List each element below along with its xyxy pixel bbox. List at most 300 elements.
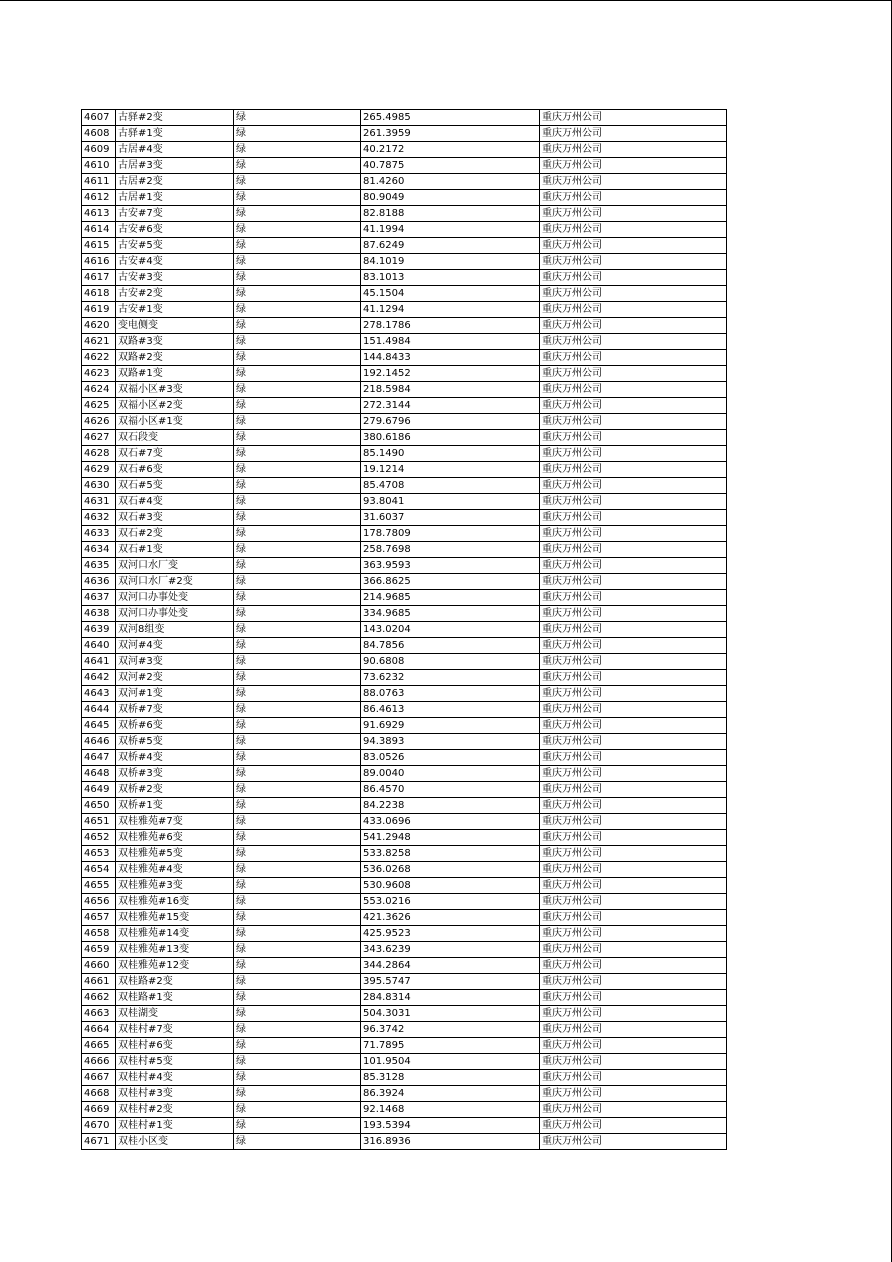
cell-status: 绿 [234,542,361,558]
cell-station-name: 双路#2变 [116,350,234,366]
cell-id: 4647 [82,750,116,766]
cell-station-name: 双桂村#4变 [116,1070,234,1086]
cell-value: 363.9593 [361,558,540,574]
cell-id: 4625 [82,398,116,414]
cell-id: 4627 [82,430,116,446]
cell-id: 4639 [82,622,116,638]
cell-value: 536.0268 [361,862,540,878]
cell-status: 绿 [234,1038,361,1054]
cell-id: 4658 [82,926,116,942]
cell-station-name: 变电侧变 [116,318,234,334]
cell-id: 4668 [82,1086,116,1102]
cell-status: 绿 [234,110,361,126]
cell-value: 192.1452 [361,366,540,382]
cell-company: 重庆万州公司 [540,974,727,990]
cell-value: 89.0040 [361,766,540,782]
cell-company: 重庆万州公司 [540,334,727,350]
cell-company: 重庆万州公司 [540,686,727,702]
table-row [82,238,727,254]
cell-value: 258.7698 [361,542,540,558]
cell-id: 4623 [82,366,116,382]
cell-value: 93.8041 [361,494,540,510]
cell-value: 84.7856 [361,638,540,654]
table-row [82,782,727,798]
cell-status: 绿 [234,318,361,334]
cell-value: 533.8258 [361,846,540,862]
table-row [82,190,727,206]
cell-id: 4651 [82,814,116,830]
table-row [82,590,727,606]
cell-company: 重庆万州公司 [540,430,727,446]
cell-company: 重庆万州公司 [540,574,727,590]
cell-station-name: 双河口水厂#2变 [116,574,234,590]
cell-station-name: 双桂村#5变 [116,1054,234,1070]
table-row [82,654,727,670]
cell-id: 4659 [82,942,116,958]
cell-station-name: 双桂路#2变 [116,974,234,990]
cell-station-name: 双福小区#3变 [116,382,234,398]
cell-station-name: 双桥#2变 [116,782,234,798]
cell-value: 82.8188 [361,206,540,222]
cell-id: 4657 [82,910,116,926]
cell-value: 343.6239 [361,942,540,958]
cell-station-name: 双桂村#3变 [116,1086,234,1102]
cell-status: 绿 [234,686,361,702]
cell-status: 绿 [234,862,361,878]
cell-company: 重庆万州公司 [540,670,727,686]
cell-status: 绿 [234,702,361,718]
cell-id: 4607 [82,110,116,126]
cell-status: 绿 [234,462,361,478]
cell-station-name: 古安#5变 [116,238,234,254]
cell-value: 421.3626 [361,910,540,926]
table-row [82,462,727,478]
cell-company: 重庆万州公司 [540,318,727,334]
cell-company: 重庆万州公司 [540,926,727,942]
cell-id: 4667 [82,1070,116,1086]
cell-station-name: 双河口水厂变 [116,558,234,574]
table-row [82,1118,727,1134]
cell-station-name: 双桂村#7变 [116,1022,234,1038]
cell-company: 重庆万州公司 [540,622,727,638]
cell-id: 4644 [82,702,116,718]
top-border-line [0,0,892,1]
table-row [82,1038,727,1054]
table-row [82,766,727,782]
cell-station-name: 古安#3变 [116,270,234,286]
cell-company: 重庆万州公司 [540,510,727,526]
cell-id: 4612 [82,190,116,206]
cell-value: 87.6249 [361,238,540,254]
cell-value: 83.0526 [361,750,540,766]
cell-company: 重庆万州公司 [540,878,727,894]
cell-id: 4622 [82,350,116,366]
cell-company: 重庆万州公司 [540,798,727,814]
cell-id: 4636 [82,574,116,590]
cell-id: 4618 [82,286,116,302]
table-row [82,958,727,974]
cell-id: 4611 [82,174,116,190]
cell-value: 80.9049 [361,190,540,206]
cell-id: 4630 [82,478,116,494]
cell-status: 绿 [234,286,361,302]
table-row [82,174,727,190]
table-row [82,878,727,894]
cell-company: 重庆万州公司 [540,222,727,238]
cell-company: 重庆万州公司 [540,1054,727,1070]
cell-station-name: 古安#2变 [116,286,234,302]
table-row [82,430,727,446]
cell-id: 4638 [82,606,116,622]
cell-value: 265.4985 [361,110,540,126]
cell-status: 绿 [234,366,361,382]
cell-status: 绿 [234,638,361,654]
cell-status: 绿 [234,414,361,430]
cell-status: 绿 [234,574,361,590]
cell-station-name: 双桂雅苑#4变 [116,862,234,878]
cell-value: 433.0696 [361,814,540,830]
cell-company: 重庆万州公司 [540,1134,727,1150]
cell-status: 绿 [234,910,361,926]
cell-station-name: 双石#6变 [116,462,234,478]
cell-company: 重庆万州公司 [540,542,727,558]
table-row [82,686,727,702]
cell-company: 重庆万州公司 [540,990,727,1006]
cell-station-name: 双桂雅苑#13变 [116,942,234,958]
cell-id: 4649 [82,782,116,798]
cell-id: 4628 [82,446,116,462]
cell-company: 重庆万州公司 [540,654,727,670]
cell-value: 40.7875 [361,158,540,174]
cell-station-name: 双桥#3变 [116,766,234,782]
cell-id: 4615 [82,238,116,254]
cell-value: 90.6808 [361,654,540,670]
cell-station-name: 双桂雅苑#16变 [116,894,234,910]
cell-value: 85.3128 [361,1070,540,1086]
cell-company: 重庆万州公司 [540,414,727,430]
cell-id: 4633 [82,526,116,542]
cell-station-name: 双河口办事处变 [116,590,234,606]
cell-company: 重庆万州公司 [540,958,727,974]
cell-value: 395.5747 [361,974,540,990]
cell-id: 4662 [82,990,116,1006]
cell-value: 214.9685 [361,590,540,606]
cell-company: 重庆万州公司 [540,846,727,862]
cell-company: 重庆万州公司 [540,526,727,542]
cell-status: 绿 [234,622,361,638]
cell-company: 重庆万州公司 [540,814,727,830]
cell-station-name: 双河#4变 [116,638,234,654]
cell-value: 143.0204 [361,622,540,638]
cell-id: 4620 [82,318,116,334]
cell-id: 4650 [82,798,116,814]
cell-company: 重庆万州公司 [540,606,727,622]
cell-status: 绿 [234,238,361,254]
cell-value: 41.1294 [361,302,540,318]
cell-id: 4642 [82,670,116,686]
cell-company: 重庆万州公司 [540,190,727,206]
cell-value: 85.1490 [361,446,540,462]
cell-company: 重庆万州公司 [540,718,727,734]
cell-station-name: 双福小区#1变 [116,414,234,430]
cell-station-name: 双河8组变 [116,622,234,638]
cell-company: 重庆万州公司 [540,1038,727,1054]
table-row [82,606,727,622]
cell-station-name: 双石#2变 [116,526,234,542]
cell-id: 4616 [82,254,116,270]
cell-value: 91.6929 [361,718,540,734]
cell-station-name: 双路#3变 [116,334,234,350]
cell-status: 绿 [234,590,361,606]
cell-station-name: 双桂村#6变 [116,1038,234,1054]
table-row [82,206,727,222]
cell-value: 425.9523 [361,926,540,942]
cell-status: 绿 [234,126,361,142]
table-row [82,270,727,286]
table-body [82,110,727,1150]
cell-value: 261.3959 [361,126,540,142]
cell-station-name: 双桂雅苑#7变 [116,814,234,830]
cell-status: 绿 [234,670,361,686]
cell-value: 19.1214 [361,462,540,478]
cell-status: 绿 [234,222,361,238]
cell-status: 绿 [234,206,361,222]
cell-station-name: 双桥#6变 [116,718,234,734]
table-row [82,446,727,462]
cell-company: 重庆万州公司 [540,734,727,750]
cell-company: 重庆万州公司 [540,302,727,318]
cell-company: 重庆万州公司 [540,558,727,574]
cell-value: 41.1994 [361,222,540,238]
cell-company: 重庆万州公司 [540,142,727,158]
cell-status: 绿 [234,334,361,350]
cell-value: 272.3144 [361,398,540,414]
table-row [82,574,727,590]
table-row [82,222,727,238]
cell-value: 366.8625 [361,574,540,590]
cell-station-name: 双桥#7变 [116,702,234,718]
cell-station-name: 双石#7变 [116,446,234,462]
table-row [82,382,727,398]
cell-status: 绿 [234,718,361,734]
cell-value: 83.1013 [361,270,540,286]
cell-company: 重庆万州公司 [540,478,727,494]
cell-value: 71.7895 [361,1038,540,1054]
cell-station-name: 古居#1变 [116,190,234,206]
cell-station-name: 双石#5变 [116,478,234,494]
table-row [82,318,727,334]
cell-id: 4666 [82,1054,116,1070]
cell-status: 绿 [234,750,361,766]
cell-status: 绿 [234,1054,361,1070]
cell-company: 重庆万州公司 [540,750,727,766]
cell-company: 重庆万州公司 [540,766,727,782]
cell-status: 绿 [234,1070,361,1086]
cell-company: 重庆万州公司 [540,1118,727,1134]
cell-value: 86.4613 [361,702,540,718]
cell-status: 绿 [234,878,361,894]
cell-value: 40.2172 [361,142,540,158]
cell-id: 4654 [82,862,116,878]
cell-station-name: 双桥#4变 [116,750,234,766]
cell-company: 重庆万州公司 [540,126,727,142]
table-row [82,350,727,366]
cell-status: 绿 [234,174,361,190]
cell-value: 92.1468 [361,1102,540,1118]
cell-status: 绿 [234,270,361,286]
cell-station-name: 古安#4变 [116,254,234,270]
cell-id: 4632 [82,510,116,526]
cell-company: 重庆万州公司 [540,238,727,254]
table-row [82,110,727,126]
cell-id: 4661 [82,974,116,990]
cell-value: 94.3893 [361,734,540,750]
cell-station-name: 双桂路#1变 [116,990,234,1006]
cell-id: 4653 [82,846,116,862]
cell-company: 重庆万州公司 [540,446,727,462]
table-row [82,734,727,750]
cell-station-name: 双桂雅苑#14变 [116,926,234,942]
cell-status: 绿 [234,526,361,542]
cell-company: 重庆万州公司 [540,942,727,958]
table-row [82,846,727,862]
table-row [82,702,727,718]
cell-id: 4617 [82,270,116,286]
cell-status: 绿 [234,894,361,910]
cell-id: 4640 [82,638,116,654]
table-row [82,398,727,414]
cell-id: 4621 [82,334,116,350]
cell-status: 绿 [234,1134,361,1150]
cell-value: 316.8936 [361,1134,540,1150]
cell-id: 4613 [82,206,116,222]
cell-company: 重庆万州公司 [540,1070,727,1086]
cell-station-name: 双石#4变 [116,494,234,510]
cell-value: 553.0216 [361,894,540,910]
cell-value: 380.6186 [361,430,540,446]
cell-station-name: 双石#3变 [116,510,234,526]
cell-station-name: 双桂小区变 [116,1134,234,1150]
cell-company: 重庆万州公司 [540,350,727,366]
cell-company: 重庆万州公司 [540,590,727,606]
cell-status: 绿 [234,494,361,510]
cell-id: 4619 [82,302,116,318]
cell-company: 重庆万州公司 [540,1006,727,1022]
table-row [82,974,727,990]
cell-company: 重庆万州公司 [540,830,727,846]
cell-status: 绿 [234,782,361,798]
cell-station-name: 双河#1变 [116,686,234,702]
cell-value: 344.2864 [361,958,540,974]
table-row [82,894,727,910]
cell-station-name: 古安#1变 [116,302,234,318]
cell-id: 4643 [82,686,116,702]
cell-status: 绿 [234,942,361,958]
cell-station-name: 古安#6变 [116,222,234,238]
cell-company: 重庆万州公司 [540,782,727,798]
cell-company: 重庆万州公司 [540,862,727,878]
cell-station-name: 双桂村#1变 [116,1118,234,1134]
table-row [82,814,727,830]
cell-station-name: 双石#1变 [116,542,234,558]
cell-station-name: 双石段变 [116,430,234,446]
cell-value: 151.4984 [361,334,540,350]
cell-station-name: 古安#7变 [116,206,234,222]
cell-station-name: 双河#2变 [116,670,234,686]
table-row [82,542,727,558]
cell-status: 绿 [234,1102,361,1118]
cell-company: 重庆万州公司 [540,1022,727,1038]
cell-company: 重庆万州公司 [540,702,727,718]
cell-value: 504.3031 [361,1006,540,1022]
table-row [82,526,727,542]
table-row [82,1102,727,1118]
cell-status: 绿 [234,766,361,782]
cell-station-name: 双桂雅苑#5变 [116,846,234,862]
cell-id: 4671 [82,1134,116,1150]
cell-status: 绿 [234,190,361,206]
cell-status: 绿 [234,926,361,942]
table-row [82,478,727,494]
table-row [82,510,727,526]
cell-station-name: 双河#3变 [116,654,234,670]
cell-status: 绿 [234,350,361,366]
cell-station-name: 双桂雅苑#12变 [116,958,234,974]
table-row [82,798,727,814]
cell-company: 重庆万州公司 [540,398,727,414]
table-row [82,126,727,142]
cell-id: 4634 [82,542,116,558]
cell-id: 4637 [82,590,116,606]
cell-status: 绿 [234,958,361,974]
cell-value: 541.2948 [361,830,540,846]
cell-id: 4646 [82,734,116,750]
cell-company: 重庆万州公司 [540,382,727,398]
cell-value: 178.7809 [361,526,540,542]
cell-id: 4645 [82,718,116,734]
cell-company: 重庆万州公司 [540,462,727,478]
cell-station-name: 古驿#1变 [116,126,234,142]
cell-value: 45.1504 [361,286,540,302]
cell-status: 绿 [234,142,361,158]
cell-id: 4610 [82,158,116,174]
cell-id: 4629 [82,462,116,478]
cell-station-name: 双桥#5变 [116,734,234,750]
cell-status: 绿 [234,1022,361,1038]
cell-id: 4655 [82,878,116,894]
cell-id: 4664 [82,1022,116,1038]
data-table [81,109,727,1150]
table-row [82,302,727,318]
table-row [82,718,727,734]
cell-station-name: 双桂村#2变 [116,1102,234,1118]
table-row [82,942,727,958]
cell-id: 4670 [82,1118,116,1134]
cell-id: 4656 [82,894,116,910]
cell-status: 绿 [234,974,361,990]
cell-value: 84.1019 [361,254,540,270]
table-row [82,910,727,926]
cell-status: 绿 [234,846,361,862]
cell-value: 84.2238 [361,798,540,814]
table-row [82,142,727,158]
cell-value: 218.5984 [361,382,540,398]
table-row [82,830,727,846]
table-row [82,286,727,302]
cell-status: 绿 [234,1118,361,1134]
cell-station-name: 古居#3变 [116,158,234,174]
cell-station-name: 双桂雅苑#3变 [116,878,234,894]
